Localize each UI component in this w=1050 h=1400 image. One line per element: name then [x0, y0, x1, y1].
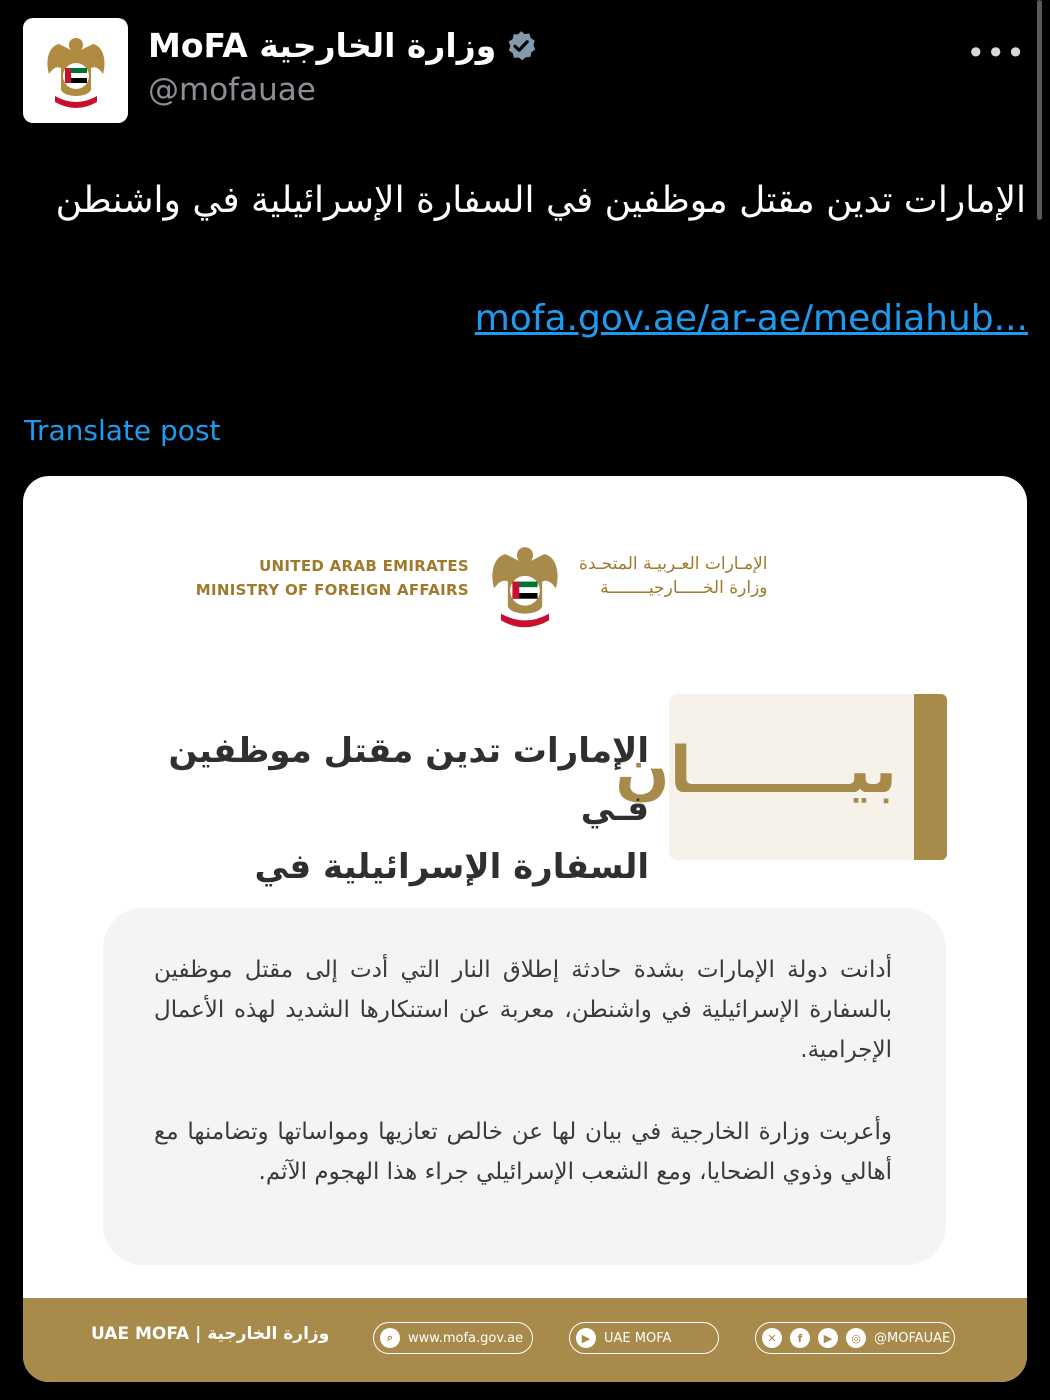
footer-brand: UAE MOFA | وزارة الخارجية — [91, 1324, 330, 1344]
avatar[interactable] — [23, 18, 128, 123]
uae-emblem-icon — [485, 536, 565, 634]
statement-paragraph: أدانت دولة الإمارات بشدة حادثة إطلاق النار التي أدت إلى مقتل موظفين بالسفارة الإسرائيلية في واشنطن، معربة عن استنكارها الشديد لهذه الأعمال الإجرامية. — [154, 957, 892, 1063]
post-text: الإمارات تدين مقتل موظفين في السفارة الإسرائيلية في واشنطن — [55, 180, 1026, 221]
footer-social: ✕ f ▶ ◎ @MOFAUAE — [755, 1322, 955, 1354]
post-media-image[interactable] — [23, 476, 1027, 1382]
statement-label: بيـــــــان — [615, 734, 897, 808]
post-link[interactable]: mofa.gov.ae/ar-ae/mediahub... — [474, 298, 1028, 339]
statement-body — [103, 908, 946, 1265]
footer-youtube: ▶ UAE MOFA — [569, 1322, 719, 1354]
account-handle[interactable]: @mofauae — [148, 72, 316, 108]
statement-headline: الإمارات تدين مقتل موظفين فـي السفارة الإسرائيلية في — [168, 731, 649, 887]
scrollbar[interactable] — [1037, 0, 1042, 220]
youtube-icon: ▶ — [818, 1328, 838, 1348]
statement-paragraph: وأعربت وزارة الخارجية في بيان لها عن خالص تعازيها ومواساتها وتضامنها مع أهالي وذوي الضحايا، ومع الشعب الإسرائيلي جراء هذا الهجوم الآثم. — [154, 1119, 892, 1185]
org-name-ar: الإمـارات العـربيـة المتحـدة وزارة الخـــــارجيــــــــة — [579, 554, 768, 598]
instagram-icon: ◎ — [846, 1328, 866, 1348]
more-icon[interactable]: ••• — [966, 34, 1026, 72]
statement-label-box — [615, 694, 947, 860]
media-footer — [23, 1298, 1027, 1382]
verified-badge-icon — [504, 29, 538, 63]
footer-website: ⌕ www.mofa.gov.ae — [373, 1322, 533, 1354]
uae-emblem-icon — [41, 30, 111, 112]
x-icon: ✕ — [762, 1328, 782, 1348]
account-display-name[interactable]: MoFA وزارة الخارجية — [148, 26, 497, 65]
youtube-icon: ▶ — [576, 1328, 596, 1348]
search-icon: ⌕ — [380, 1328, 400, 1348]
translate-post-button[interactable]: Translate post — [24, 414, 221, 447]
accent-bar — [914, 694, 947, 860]
facebook-icon: f — [790, 1328, 810, 1348]
org-name-en: UNITED ARAB EMIRATES MINISTRY OF FOREIGN AFFAIRS — [195, 557, 469, 599]
